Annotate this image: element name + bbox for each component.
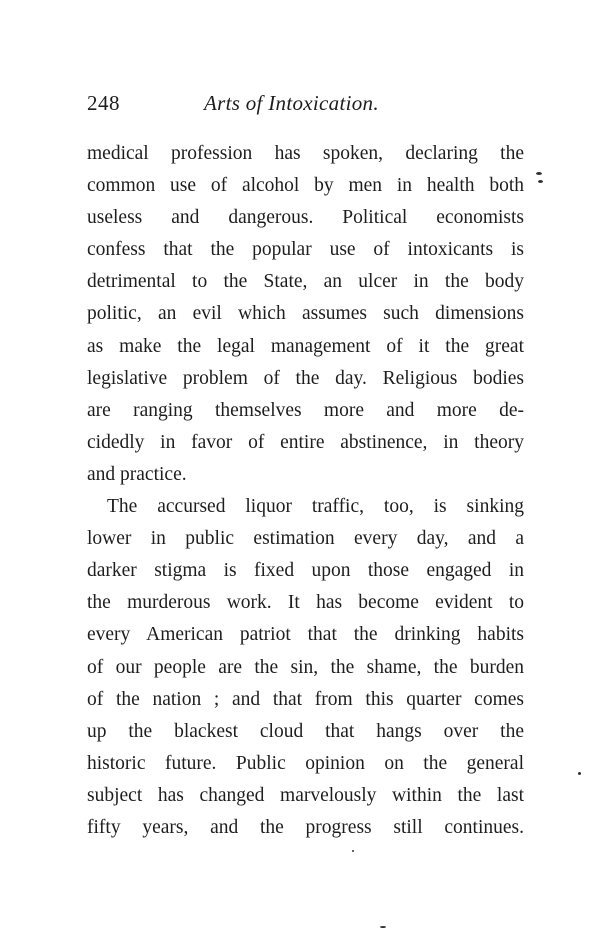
scan-speck — [536, 172, 542, 175]
scan-speck — [380, 926, 386, 928]
text-line: legislative problem of the day. Religious bodies — [87, 367, 524, 389]
paragraph-2 — [87, 491, 524, 844]
text-line: useless and dangerous. Political economists — [87, 207, 524, 229]
scan-speck — [538, 180, 543, 183]
text-line: as make the legal management of it the great — [87, 335, 524, 357]
text-line: up the blackest cloud that hangs over the — [87, 720, 524, 742]
running-title: Arts of Intoxication. — [204, 91, 379, 115]
text-line: detrimental to the State, an ulcer in the body — [87, 271, 524, 293]
text-line: are ranging themselves more and more de- — [87, 399, 524, 421]
text-line: medical profession has spoken, declaring the — [87, 143, 524, 164]
text-line: cidedly in favor of entire abstinence, in theory — [87, 431, 524, 453]
text-line: confess that the popular use of intoxicants is — [87, 239, 524, 261]
text-line: every American patriot that the drinking habits — [87, 624, 524, 646]
text-line: of our people are the sin, the shame, the burden — [87, 656, 524, 678]
text-line: lower in public estimation every day, and a — [87, 528, 524, 550]
body-text — [87, 138, 524, 844]
scan-speck — [578, 772, 581, 775]
running-head — [87, 88, 527, 118]
text-line: politic, an evil which assumes such dimensions — [87, 303, 524, 325]
text-line: darker stigma is fixed upon those engaged in — [87, 560, 524, 582]
scan-speck — [352, 850, 354, 852]
text-line: The accursed liquor traffic, too, is sinking — [107, 496, 524, 518]
page-number: 248 — [87, 91, 120, 115]
text-line: the murderous work. It has become evident to — [87, 592, 524, 614]
text-line: common use of alcohol by men in health both — [87, 175, 524, 197]
paragraph-1 — [87, 138, 524, 491]
text-line: fifty years, and the progress still continues. — [87, 816, 524, 838]
text-line: and practice. — [87, 463, 187, 485]
text-line: subject has changed marvelously within the last — [87, 784, 524, 806]
text-line: of the nation ; and that from this quarter comes — [87, 688, 524, 710]
text-line: historic future. Public opinion on the general — [87, 752, 524, 774]
